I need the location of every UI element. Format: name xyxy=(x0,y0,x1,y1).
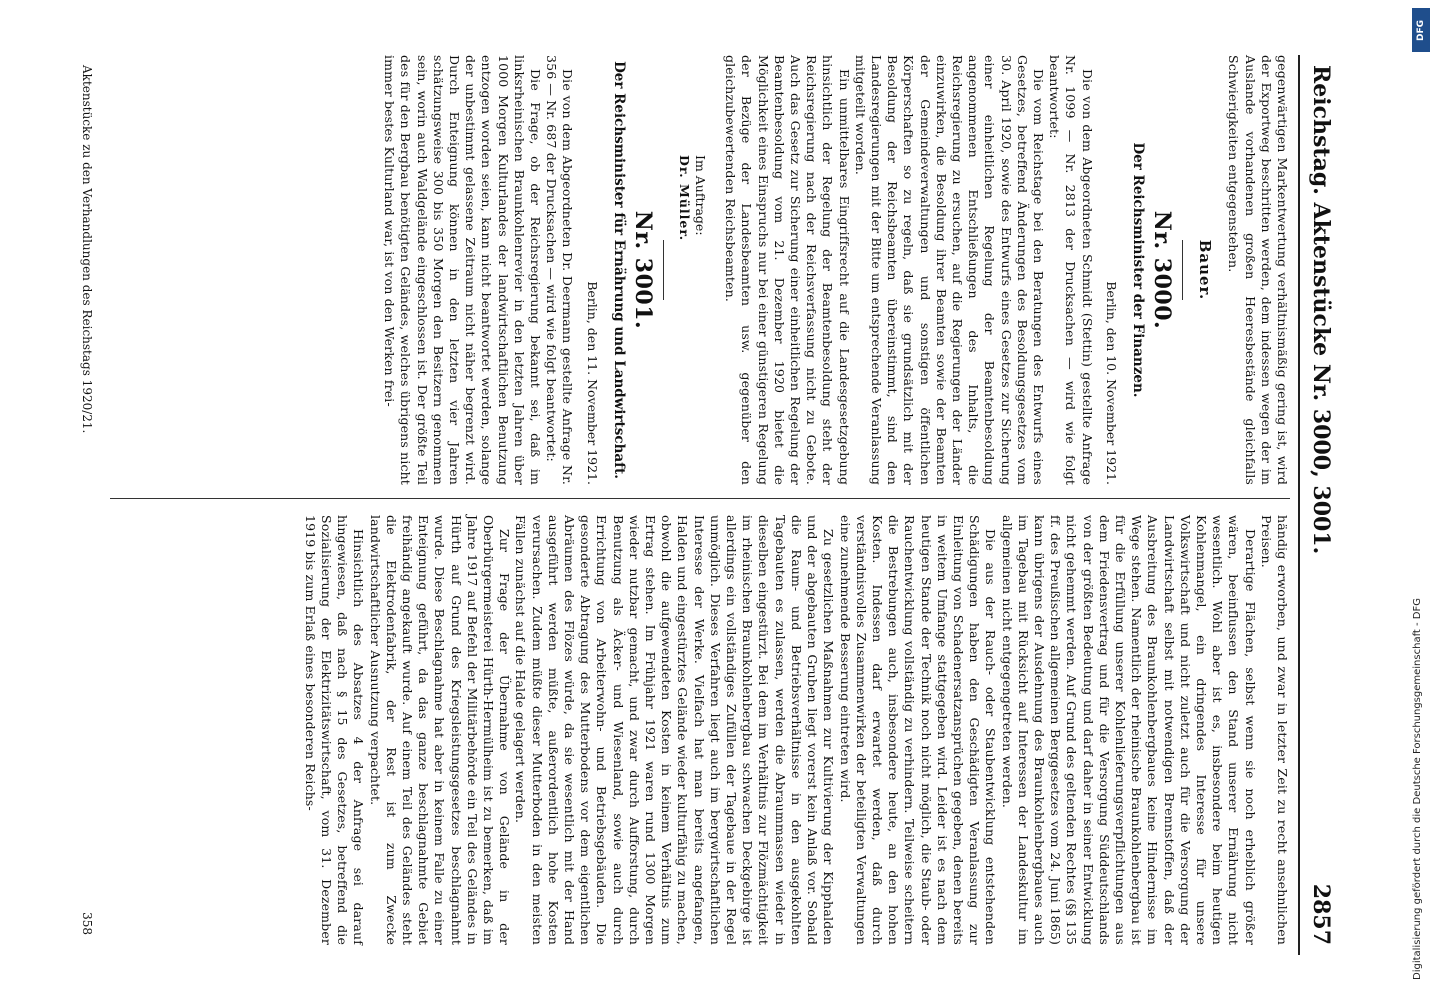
signature-bauer: Bauer. xyxy=(1196,239,1215,301)
auftrag-block xyxy=(676,155,708,485)
footer-text: Aktenstücke zu den Verhandlungen des Reichstags 1920/21. xyxy=(80,65,94,434)
nr3001-paragraph-1: Die von dem Abgeordneten Dr. Deermann gestellte Anfrage Nr. 356 — Nr. 687 der Drucksachen — wird wie folgt beantwortet: xyxy=(544,55,576,485)
right-paragraph-3: Die aus der Rauch- oder Staubentwicklung entstehenden Schädigungen haben den Geschädigten Veranlassung zur Einleitung von Schadenersatzansprüchen gegeben, denen bereits in weitem Umfange stattgegeben wird. Leider ist es nach dem heutigen Stande der Technik noch nicht möglich, die Staub- oder Rauchentwicklung vollständig zu verhindern. Teilweise scheitern die Bestrebungen auch, insbesondere heute, an den hohen Kosten. Indessen darf erwartet werden, daß durch verständnisvolles Zusammenwirken der beteiligten Verwaltungen eine zunehmende Besserung eintreten wird. xyxy=(837,515,999,945)
nr3001-ministry: Der Reichsminister für Ernährung und Landwirtschaft. xyxy=(610,61,627,479)
intro-paragraph: gegenwärtigen Markentwertung verhältnismäßig gering ist, wird der Exportweg beschritten werden, dem indessen wegen der im Auslande vorhandenen großen Heeresbestände gleichfalls Schwierigkeiten entgegenstehen. xyxy=(1226,55,1290,485)
right-column xyxy=(302,515,1290,945)
nr3000-paragraph-3: Ein unmittelbares Eingriffsrecht auf die Landesgesetzgebung hinsichtlich der Regelung der Beamtenbesoldung steht der Reichsregierung nach der Reichsverfassung nicht zu Gebote. Auch das Gesetz zur Sicherung einer einheitlichen Regelung der Beamtenbesoldung vom 21. Dezember 1920 bietet die Möglichkeit eines Einspruchs nur bei einer günstigeren Regelung der Bezüge der Landesbeamten usw. gegenüber den gleichzubewertenden Reichsbeamten. xyxy=(723,55,852,485)
scanned-document-page xyxy=(50,55,1340,955)
nr3000-ministry: Der Reichsminister der Finanzen. xyxy=(1129,142,1146,398)
right-paragraph-1: händig erworben, und zwar in letzter Zeit zu recht ansehnlichen Preisen. xyxy=(1258,515,1290,945)
right-paragraph-2: Derartige Flächen, selbst wenn sie noch erheblich größer wären, beeinflussen den Stand unserer Ernährung nicht wesentlich. Wohl aber ist es, insbesondere beim heutigen Kohlenmangel, ein dringendes Interesse für unsere Volkswirtschaft und nicht zuletzt auch für die Versorgung der Landwirtschaft selbst mit notwendigen Brennstoffen, daß der Ausbreitung des Braunkohlenbergbaues keine Hindernisse im Wege stehen. Namentlich der rheinische Braunkohlenbergbau ist für die Erfüllung unserer Kohlenlieferungsverpflichtungen aus dem Friedensvertrag und für die Versorgung Süddeutschlands von der größten Bedeutung und darf daher in seiner Entwicklung nicht gehemmt werden. Auf Grund des geltenden Rechtes (§§ 135 ff. des Preußischen allgemeinen Berggesetzes vom 24. Juni 1865) kann übrigens der Ausdehnung des Braunkohlenbergbaues auch im Tagebau mit Rücksicht auf Interessen der Landeskultur im allgemeinen nicht entgegengetreten werden. xyxy=(999,515,1258,945)
nr3000-paragraph-2: Die vom Reichstage bei den Beratungen des Entwurfs eines Gesetzes, betreffend Änderungen des Besoldungsgesetzes vom 30. April 1920, sowie des Entwurfs eines Gesetzes zur Sicherung einer einheitlichen Regelung der Beamtenbesoldung angenommenen Entschließungen des Inhalts, die Reichsregierung zu ersuchen, auf die Regierungen der Länder einzuwirken, die Besoldung ihrer Beamten sowie der Beamten der Gemeindeverwaltungen und sonstigen öffentlichen Körperschaften so zu regeln, daß sie grundsätzlich mit der Besoldung der Reichsbeamten übereinstimmt, sind den Landesregierungen mit der Bitte um entsprechende Veranlassung mitgeteilt worden. xyxy=(852,55,1046,485)
dfg-side-note xyxy=(1406,10,1432,990)
nr3001-paragraph-2: Die Frage, ob der Reichsregierung bekannt sei, daß im linksrheinischen Braunkohlenrevier in den letzten Jahren über 1000 Morgen Kulturlandes der landwirtschaftlichen Benutzung entzogen worden seien, kann nicht beantwortet werden, solange der unbestimmt gelassene Zeitraum nicht näher begrenzt wird. Durch Enteignung können in den letzten vier Jahren schätzungsweise 300 bis 350 Morgen den Besitzern genommen sein, worin auch Waldgelände eingeschlossen ist. Der größte Teil des für den Bergbau benötigten Geländes, welches übrigens nicht immer bestes Kulturland war, ist von den Werken frei- xyxy=(382,55,544,485)
page-footer xyxy=(70,55,100,955)
header-title: Reichstag. Aktenstücke Nr. 3000, 3001. xyxy=(1308,65,1334,555)
right-paragraph-6: Hinsichtlich des Absatzes 4 der Anfrage sei darauf hingewiesen, daß nach § 15 des Gesetzes, betreffend die Sozialisierung der Elektrizitätswirtschaft, vom 31. Dezember 1919 bis zum Erlaß eines besonderen Reichs- xyxy=(302,515,367,945)
nr3000-date: Berlin, den 10. November 1921. xyxy=(1103,281,1119,485)
column-divider xyxy=(110,498,1290,499)
header-page-number: 2857 xyxy=(1308,883,1334,945)
nr3001-date: Berlin, den 11. November 1921. xyxy=(584,281,600,485)
left-column xyxy=(381,55,1290,485)
nr3001-title: Nr. 3001. xyxy=(629,210,656,330)
auftrag-name: Dr. Müller. xyxy=(676,155,692,242)
auftrag-label: Im Auftrage: xyxy=(692,155,708,236)
right-paragraph-5: Zur Frage der Übernahme von Gelände in der Oberbürgermeisterei Hürth-Hermülheim ist zu bemerken, daß im Jahre 1917 auf Befehl der Militärbehörde ein Teil des Geländes in Hürth auf Grund des Kriegsleistungsgesetzes beschlagnahmt wurde. Diese Beschlagnahme hat aber in keinem Falle zu einer Enteignung geführt, da das ganze beschlagnahmte Gebiet freihändig angekauft wurde. Auf einem Teil des Geländes steht die Elektrodenfabrik, der Rest ist zum Zwecke landwirtschaftlicher Ausnutzung verpachtet. xyxy=(367,515,513,945)
page-header xyxy=(1298,55,1340,955)
divider xyxy=(1182,240,1183,300)
divider xyxy=(663,240,664,300)
nr3000-title: Nr. 3000. xyxy=(1148,210,1175,330)
dfg-logo-icon: DFG xyxy=(1412,8,1430,52)
footer-sheet-number: 358 xyxy=(80,912,94,935)
nr3000-paragraph-1: Die von dem Abgeordneten Schmidt (Stettin) gestellte Anfrage Nr. 1099 — Nr. 2813 der Drucksachen — wird wie folgt beantwortet: xyxy=(1047,55,1095,485)
right-paragraph-4: Zu gesetzlichen Maßnahmen zur Kultivierung der Kipphalden und der abgebauten Gruben liegt vorerst kein Anlaß vor. Sobald die Raum- und Betriebsverhältnisse in den ausgekohlten Tagebauten es zulassen, werden die Abraummassen wieder in dieselben eingestürzt. Bei dem im Verhältnis zur Flözmächtigkeit im rheinischen Braunkohlenbergbau schwachen Deckgebirge ist allerdings ein vollständiges Zufüllen der Tagebaue in der Regel unmöglich. Dieses Verfahren liegt auch im bergwirtschaftlichen Interesse der Werke. Vielfach hat man bereits angefangen, Halden und eingestürztes Gelände wieder kulturfähig zu machen, obwohl die aufgewendeten Kosten in keinem Verhältnis zum Ertrag stehen. Im Frühjahr 1921 waren rund 1300 Morgen wieder nutzbar gemacht, und zwar durch Aufforstung, durch Benutzung als Äcker- und Wiesenland, sowie auch durch Errichtung von Arbeiterwohn- und Betriebsgebäuden. Die gesonderte Abtragung des Mutterbodens vor dem eigentlichen Abräumen des Flözes würde, da sie wesentlich mit der Hand ausgeführt werden müßte, außerordentlich hohe Kosten verursachen. Zudem müßte dieser Mutterboden in den meisten Fällen zunächst auf die Halde gelagert werden. xyxy=(513,515,837,945)
dfg-note-text: Digitalisierung gefördert durch die Deutsche Forschungsgemeinschaft - DFG xyxy=(1412,597,1423,980)
